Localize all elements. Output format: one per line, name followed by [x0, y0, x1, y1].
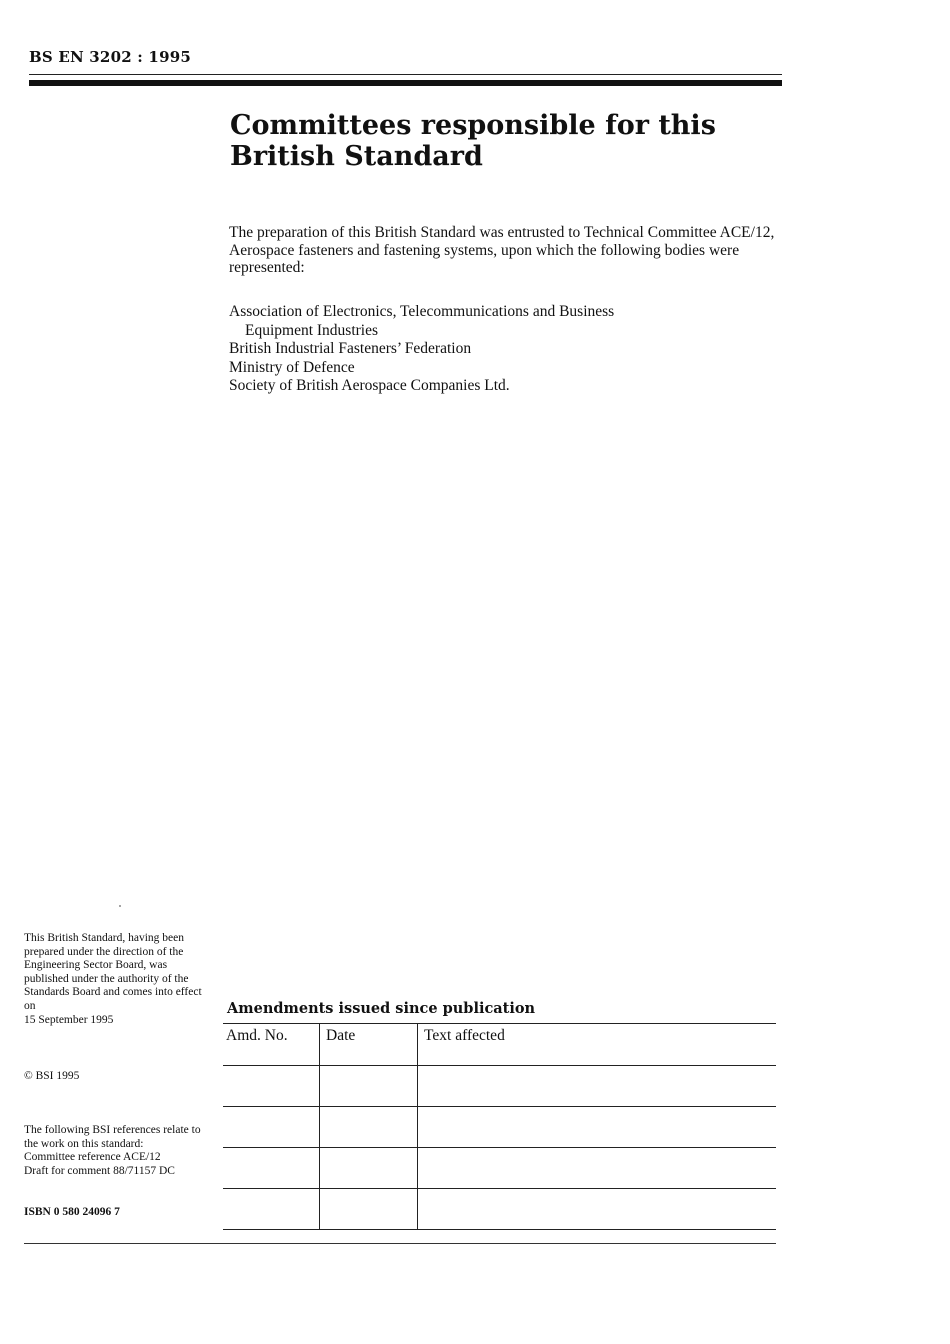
table-row	[223, 1148, 776, 1189]
table-cell	[223, 1066, 320, 1107]
table-cell	[320, 1107, 418, 1148]
amendments-title: Amendments issued since publication	[227, 1000, 536, 1017]
page-title-line-1: Committees responsible for this	[230, 110, 716, 141]
references-intro: The following BSI references relate to the work on this standard:	[24, 1124, 201, 1150]
list-item: Equipment Industries	[245, 321, 379, 339]
table-cell	[418, 1189, 777, 1230]
table-cell	[223, 1189, 320, 1230]
header-rule-thick	[29, 80, 782, 86]
represented-bodies-list	[229, 303, 789, 396]
document-reference: BS EN 3202 : 1995	[29, 48, 191, 66]
intro-paragraph: The preparation of this British Standard was entrusted to Technical Committee ACE/12, Aerospace fasteners and fastening systems, upon which the following bodies were represented:	[229, 224, 775, 276]
table-cell	[418, 1107, 777, 1148]
column-header-date: Date	[320, 1024, 418, 1066]
table-row	[223, 1066, 776, 1107]
table-row	[223, 1189, 776, 1230]
amendments-table	[223, 1023, 776, 1230]
table-header-row	[223, 1024, 776, 1066]
page-title-line-2: British Standard	[230, 141, 483, 172]
table-cell	[418, 1148, 777, 1189]
table-cell	[418, 1066, 777, 1107]
table-cell	[320, 1189, 418, 1230]
publication-note	[24, 932, 209, 1027]
footer-rule	[24, 1243, 776, 1244]
scan-speck	[119, 905, 121, 907]
column-header-text-affected: Text affected	[418, 1024, 777, 1066]
bsi-references	[24, 1124, 209, 1178]
isbn: ISBN 0 580 24096 7	[24, 1206, 120, 1218]
list-item: Ministry of Defence	[229, 358, 355, 376]
list-item: Association of Electronics, Telecommunications and Business	[229, 303, 615, 320]
effective-date: 15 September 1995	[24, 1013, 114, 1026]
list-item: Society of British Aerospace Companies Ltd.	[229, 377, 510, 395]
table-cell	[320, 1148, 418, 1189]
committee-reference: Committee reference ACE/12	[24, 1151, 161, 1164]
table-cell	[223, 1148, 320, 1189]
header-rule-thin	[29, 74, 782, 75]
publication-note-text: This British Standard, having been prepared under the direction of the Engineering Sector Board, was published under the authority of the Standards Board and comes into effect on	[24, 932, 202, 1012]
table-cell	[223, 1107, 320, 1148]
list-item: British Industrial Fasteners’ Federation	[229, 340, 472, 358]
draft-reference: Draft for comment 88/71157 DC	[24, 1164, 175, 1177]
column-header-amd-no: Amd. No.	[223, 1024, 320, 1066]
table-cell	[320, 1066, 418, 1107]
page-title	[230, 110, 770, 172]
table-row	[223, 1107, 776, 1148]
copyright: © BSI 1995	[24, 1070, 80, 1082]
